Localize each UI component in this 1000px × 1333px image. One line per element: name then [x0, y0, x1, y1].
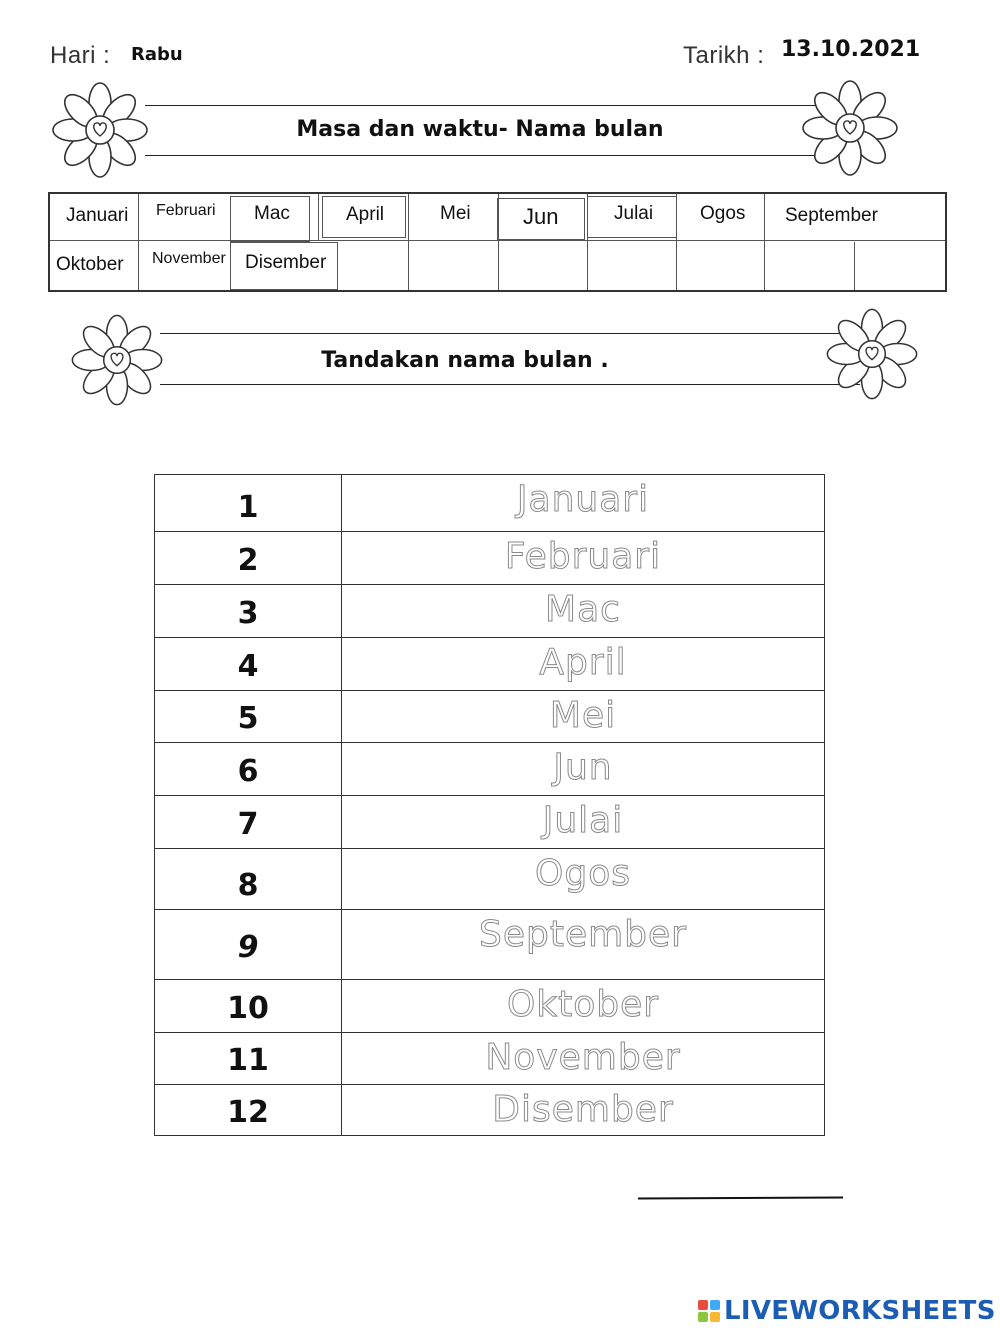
flower-icon: [800, 80, 900, 180]
flower-icon: [67, 310, 167, 410]
bank-word[interactable]: November: [152, 250, 226, 267]
instruction-banner: [65, 308, 925, 408]
trace-word[interactable]: Disember: [492, 1089, 674, 1130]
signature-line: [638, 1196, 843, 1199]
trace-word[interactable]: November: [485, 1037, 681, 1078]
bank-word[interactable]: September: [785, 205, 878, 226]
table-row: [155, 848, 824, 909]
bank-word[interactable]: Januari: [66, 205, 129, 226]
bank-word[interactable]: Jun: [523, 204, 559, 229]
row-number: 3: [155, 585, 342, 637]
row-number: 12: [155, 1085, 342, 1136]
bank-word[interactable]: Oktober: [56, 254, 124, 275]
table-row: [155, 909, 824, 979]
month-word-bank: [48, 192, 947, 292]
tracing-table: [154, 474, 825, 1136]
row-number: 10: [155, 980, 342, 1032]
table-row: [155, 690, 824, 742]
trace-word[interactable]: Ogos: [535, 853, 631, 894]
row-number: 8: [155, 849, 342, 909]
trace-word[interactable]: Februari: [504, 536, 662, 577]
row-number: 7: [155, 796, 342, 848]
flower-icon: [822, 306, 922, 406]
row-number: 1: [155, 475, 342, 531]
trace-word[interactable]: September: [479, 914, 687, 955]
bank-word[interactable]: Ogos: [700, 203, 746, 224]
row-number: 5: [155, 691, 342, 742]
table-row: [155, 584, 824, 637]
table-row: [155, 1032, 824, 1084]
row-number: 11: [155, 1033, 342, 1084]
title-banner: [50, 80, 910, 180]
row-number: 2: [155, 532, 342, 584]
table-row: [155, 979, 824, 1032]
trace-word[interactable]: Januari: [516, 479, 650, 520]
bank-word[interactable]: Julai: [614, 203, 654, 224]
day-value[interactable]: Rabu: [131, 44, 183, 65]
bank-word[interactable]: Mei: [440, 203, 471, 224]
table-row: [155, 1084, 824, 1136]
table-row: [155, 531, 824, 584]
table-row: [155, 795, 824, 848]
trace-word[interactable]: April: [539, 642, 627, 683]
brand-text: LIVEWORKSHEETS: [724, 1296, 996, 1326]
row-number: 9: [155, 910, 342, 979]
trace-word[interactable]: Julai: [542, 800, 624, 841]
row-number: 6: [155, 743, 342, 795]
bank-word[interactable]: Disember: [245, 252, 327, 273]
bank-word[interactable]: April: [346, 204, 385, 225]
date-label: Tarikh :: [683, 42, 765, 69]
trace-word[interactable]: Mei: [549, 695, 617, 736]
page-title: Masa dan waktu- Nama bulan: [296, 117, 664, 142]
table-row: [155, 637, 824, 690]
liveworksheets-logo[interactable]: [698, 1296, 996, 1326]
row-number: 4: [155, 638, 342, 690]
bank-word[interactable]: Februari: [156, 202, 216, 219]
table-row: [155, 475, 824, 531]
table-row: [155, 742, 824, 795]
date-value[interactable]: 13.10.2021: [781, 37, 921, 62]
brand-icon: [698, 1300, 720, 1322]
day-label: Hari :: [50, 42, 111, 69]
trace-word[interactable]: Oktober: [506, 984, 660, 1025]
trace-word[interactable]: Jun: [553, 747, 613, 788]
flower-icon: [50, 80, 150, 180]
bank-word[interactable]: Mac: [254, 203, 290, 224]
trace-word[interactable]: Mac: [545, 589, 621, 630]
instruction-title: Tandakan nama bulan .: [321, 348, 609, 373]
